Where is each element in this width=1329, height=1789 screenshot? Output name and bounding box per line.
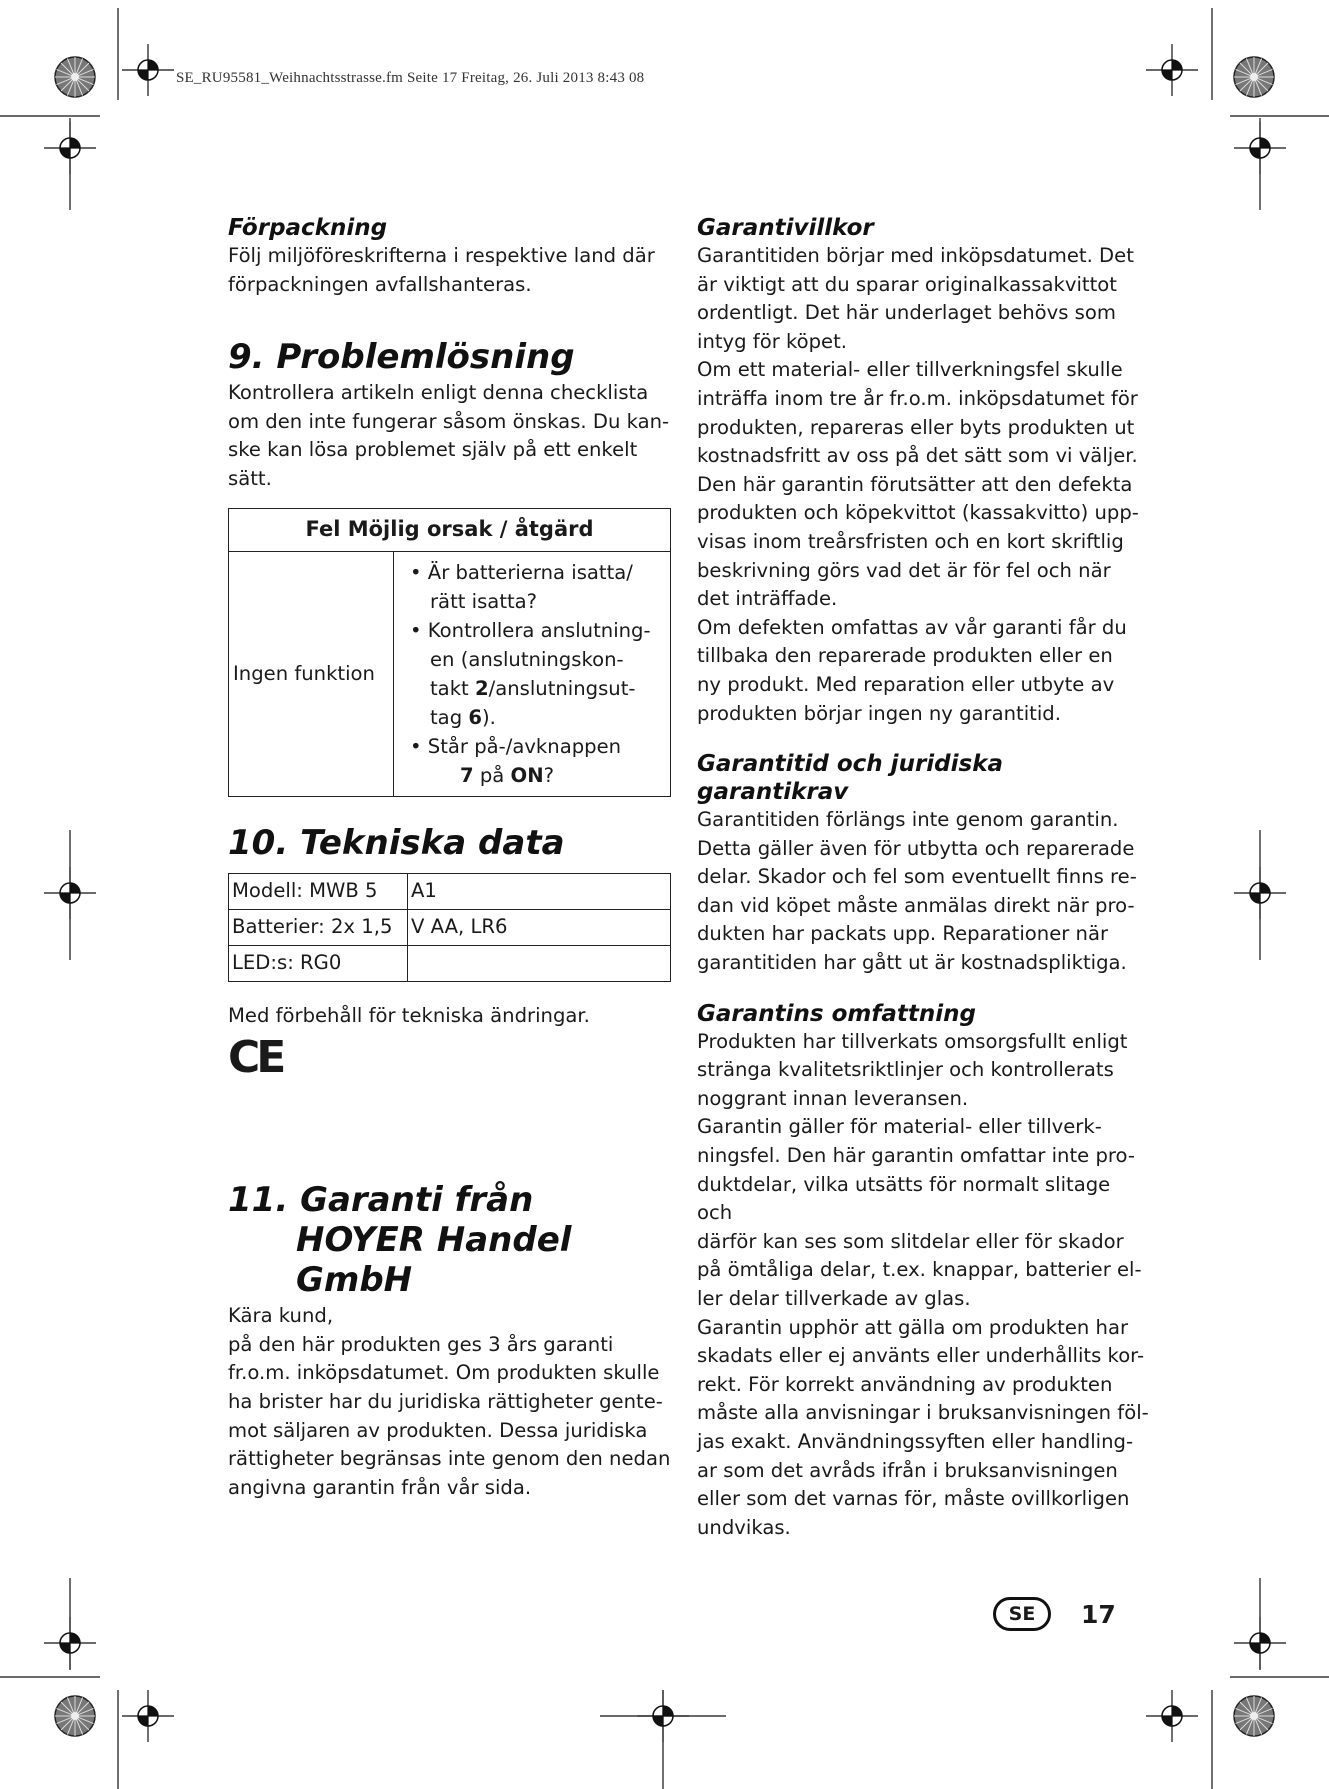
left-column (228, 214, 674, 1502)
heading-warranty-scope: Garantins omfattning (697, 1000, 976, 1027)
troubleshooting-table (228, 508, 671, 797)
cause-item: • Kontrollera anslutning- en (anslutningskon- takt 2/anslutningsut- tag 6). (410, 618, 651, 729)
table-row: LED:s: RG0 (229, 945, 671, 981)
technical-note: Med förbehåll för tekniska ändringar. (228, 1003, 590, 1027)
troubleshooting-table-header: Fel Möjlig orsak / åtgärd (229, 508, 671, 551)
heading-packaging: Förpackning (228, 215, 388, 241)
heading-troubleshooting: 9. Problemlösning (228, 337, 575, 378)
cause-item: • Är batterierna isatta/ rätt isatta? (410, 560, 633, 613)
causes-cell (394, 551, 671, 796)
packaging-text: Följ miljöföreskrifterna i respektive land där förpackningen avfallshanteras. (228, 244, 655, 296)
troubleshooting-intro: Kontrollera artikeln enligt denna checklista om den inte fungerar såsom önskas. Du kan- ske kan lösa problemet själv på ett enkelt sätt. (228, 381, 670, 490)
table-row: Modell: MWB 5 A1 (229, 873, 671, 909)
ce-mark-logo: CE (228, 1032, 283, 1084)
print-slug-line: SE_RU95581_Weihnachtsstrasse.fm Seite 17 Freitag, 26. Juli 2013 8:43 08 (176, 70, 645, 86)
warranty-period-text: Garantitiden förlängs inte genom garantin. Detta gäller även för utbytta och reparerade delar. Skador och fel som eventuellt finns re- dan vid köpet måste anmälas direkt när pro- dukten har packats upp. Reparationer när garantitiden har gått ut är kostnadspliktiga. (697, 808, 1137, 975)
language-badge: SE (993, 1597, 1051, 1631)
heading-technical-data: 10. Tekniska data (228, 822, 565, 863)
page-footer (993, 1597, 1116, 1631)
warranty-intro: Kära kund, på den här produkten ges 3 års garanti fr.o.m. inköpsdatumet. Om produkten skulle ha brister har du juridiska rättigheter gente- mot säljaren av produkten. Dessa juridiska rättigheter begränsas inte genom den nedan angivna garantin från vår sida. (228, 1304, 671, 1499)
technical-data-table (228, 873, 671, 982)
table-row: Batterier: 2x 1,5 V AA, LR6 (229, 909, 671, 945)
heading-warranty-period-line2: garantikrav (697, 779, 849, 806)
fault-cell: Ingen funktion (229, 551, 394, 796)
right-column (697, 214, 1149, 1542)
heading-warranty-line1: 11. Garanti från (228, 1180, 534, 1221)
warranty-scope-text: Produkten har tillverkats omsorgsfullt enligt stränga kvalitetsriktlinjer och kontrollerats noggrant innan leveransen. Garantin gäller för material- eller tillverk- ningsfel. Den här garantin omfattar inte pro- duktdelar, vilka utsätts för normalt slitage och därför kan ses som slitdelar eller för skador på ömtåliga delar, t.ex. knappar, batterier el- ler delar tillverkade av glas. Garantin upphör att gälla om produkten har skadats eller ej använts eller underhållits kor- rekt. För korrekt användning av produkten måste alla anvisningar i bruksanvisningen föl- jas exakt. Användningssyften eller handling- ar som det avråds ifrån i bruksanvisningen eller som det varnas för, måste ovillkorligen undvikas. (697, 1029, 1149, 1539)
heading-warranty-line2: HOYER Handel GmbH (296, 1220, 572, 1301)
cause-item: • Står på-/avknappen 7 på ON? (410, 734, 622, 787)
heading-warranty-period-line1: Garantitid och juridiska (697, 751, 1004, 778)
heading-warranty-conditions: Garantivillkor (697, 215, 874, 241)
warranty-conditions-text: Garantitiden börjar med inköpsdatumet. Det är viktigt att du sparar originalkassakvittot ordentligt. Det här underlaget behövs som intyg för köpet. Om ett material- eller tillverkningsfel skulle inträffa inom tre år fr.o.m. inköpsdatumet för produkten, repareras eller byts produkten ut kostnadsfritt av oss på det sätt som vi väljer. Den här garantin förutsätter att den defekta produkten och köpekvittot (kassakvitto) upp- visas inom treårsfristen och en kort skriftlig beskrivning görs vad det är för fel och när det inträffade. Om defekten omfattas av vår garanti får du tillbaka den reparerade produkten eller en ny produkt. Med reparation eller utbyte av produkten börjar ingen ny garantitid. (697, 244, 1139, 725)
page-number: 17 (1081, 1599, 1116, 1629)
